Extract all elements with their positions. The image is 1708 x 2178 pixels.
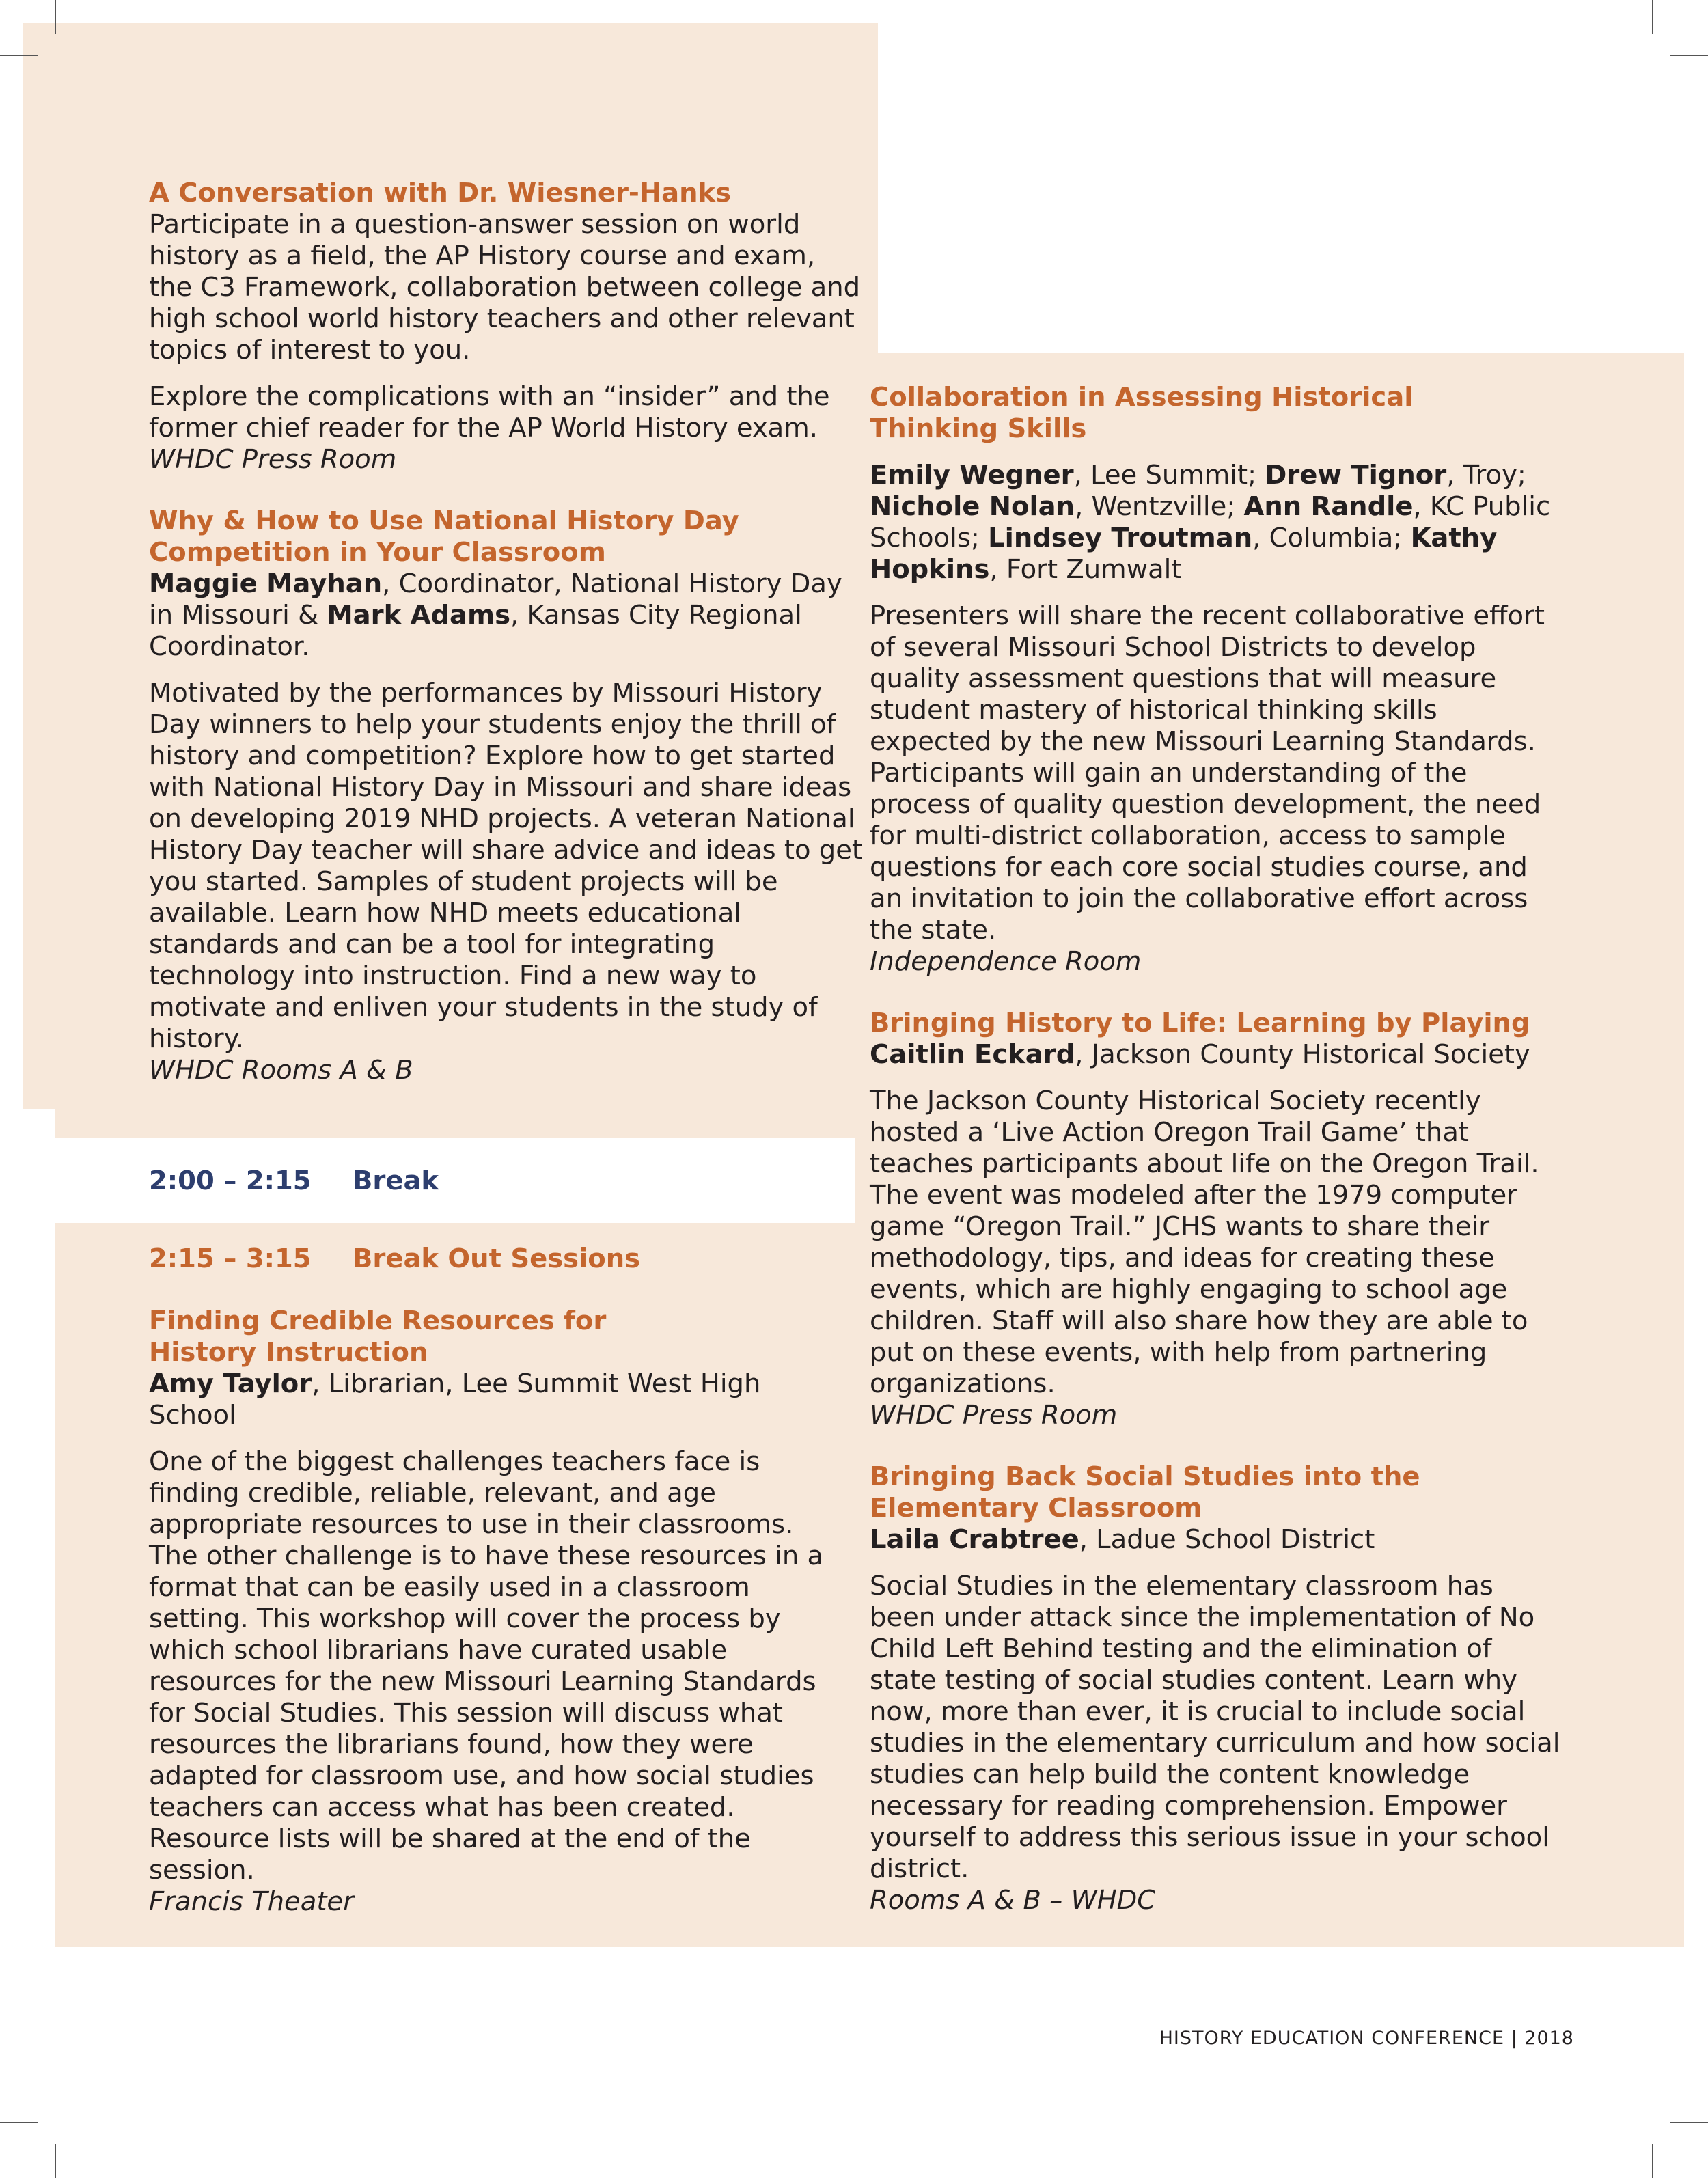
session-location: Independence Room [870, 946, 1142, 977]
crop-mark [0, 2122, 38, 2123]
session-title-line: Elementary Classroom [870, 1493, 1202, 1524]
session-title-line: Why & How to Use National History Day [149, 506, 739, 536]
crop-mark [1670, 2122, 1708, 2123]
session-title [870, 382, 1567, 445]
left-column-top [149, 178, 863, 1086]
presenter-affiliation: , Columbia; [1252, 523, 1411, 553]
session-title-line: Bringing Back Social Studies into the [870, 1461, 1420, 1492]
session-title [149, 506, 863, 568]
session-description: Presenters will share the recent collaborative effort of several Missouri School Districts to develop quality assessment questions that will measure student mastery of historical thinking skills expected by the new Missouri Learning Standards. Participants will gain an understanding of the process of quality question development, the need for multi-district collaboration, access to sample questions for each core social studies course, and an invitation to join the collaborative effort across the state. [870, 601, 1545, 946]
presenter-affiliation: , Librarian, Lee Summit West High School [149, 1368, 761, 1431]
presenter-affiliation: , Fort Zumwalt [989, 554, 1182, 585]
session-title [870, 1461, 1567, 1524]
presenter-name: Kathy Hopkins [870, 523, 1498, 585]
presenter-affiliation: , Jackson County Historical Society [1075, 1039, 1530, 1070]
session-description: Explore the complications with an “insider” and the former chief reader for the AP World History exam. [149, 381, 830, 443]
session-title: Bringing History to Life: Learning by Playing [870, 1008, 1530, 1038]
session-title [149, 1306, 839, 1368]
presenter-affiliation: , Coordinator, National History Day in Missouri & [149, 568, 842, 631]
session-location: WHDC Press Room [149, 444, 397, 475]
session-title-line: Competition in Your Classroom [149, 537, 606, 568]
session-presenters [149, 1368, 839, 1431]
session-location: Rooms A & B – WHDC [870, 1885, 1156, 1916]
session-title: A Conversation with Dr. Wiesner-Hanks [149, 178, 732, 208]
presenter-name: Caitlin Eckard [870, 1039, 1075, 1070]
session-location: Francis Theater [149, 1886, 354, 1917]
presenter-affiliation: , Ladue School District [1079, 1524, 1375, 1555]
session-title-line: Collaboration in Assessing Historical [870, 382, 1414, 413]
presenter-name: Amy Taylor [149, 1368, 312, 1399]
panel-left-top-extension [55, 1093, 855, 1138]
presenter-name: Laila Crabtree [870, 1524, 1079, 1555]
crop-mark [1652, 2144, 1653, 2178]
session-description: Social Studies in the elementary classroom has been under attack since the implementation of No Child Left Behind testing and the elimination of state testing of social studies content. Learn why now, more than ever, it is crucial to include social studies in the elementary curriculum and how social studies can help build the content knowledge necessary for reading comprehension. Empower yourself to address this serious issue in your school district. [870, 1571, 1560, 1884]
session-presenters [149, 568, 863, 663]
time-slot: 2:00 – 2:15 [149, 1166, 312, 1196]
session-description: Participate in a question-answer session on world history as a field, the AP History course and exam, the C3 Framework, collaboration between college and high school world history teachers and other relevant topics of interest to you. [149, 209, 861, 366]
presenter-name: Mark Adams [327, 600, 511, 631]
session-location: WHDC Rooms A & B [149, 1055, 413, 1086]
right-column [870, 382, 1567, 1916]
left-column-bottom [149, 1306, 839, 1918]
session-description: Motivated by the performances by Missouri History Day winners to help your students enjoy the thrill of history and competition? Explore how to get started with National History Day in Missouri and share ideas on developing 2019 NHD projects. A veteran National History Day teacher will share advice and ideas to get you started. Samples of student projects will be available. Learn how NHD meets educational standards and can be a tool for integrating technology into instruction. Find a new way to motivate and enliven your students in the study of history. [149, 678, 863, 1054]
session-title-line: History Instruction [149, 1337, 428, 1368]
presenter-affiliation: , Lee Summit; [1073, 460, 1265, 491]
slot-label: Break [353, 1166, 439, 1196]
crop-mark [55, 2144, 56, 2178]
crop-mark [1652, 0, 1653, 34]
crop-mark [1670, 55, 1708, 56]
session-title-line: Thinking Skills [870, 413, 1087, 444]
session-location: WHDC Press Room [870, 1400, 1118, 1431]
presenter-name: Emily Wegner [870, 460, 1074, 491]
presenter-affiliation: , KC Public Schools; [870, 491, 1551, 553]
session-description: The Jackson County Historical Society recently hosted a ‘Live Action Oregon Trail Game’ that teaches participants about life on the Oregon Trail. The event was modeled after the 1979 computer game “Oregon Trail.” JCHS wants to share their methodology, tips, and ideas for creating these events, which are highly engaging to school age children. Staff will also share how they are able to put on these events, with help from partnering organizations. [870, 1086, 1539, 1399]
crop-mark [0, 55, 38, 56]
presenter-name: Drew Tignor [1265, 460, 1447, 491]
session-description: One of the biggest challenges teachers face is finding credible, reliable, relevant, and age appropriate resources to use in their classrooms. The other challenge is to have these resources in a format that can be easily used in a classroom setting. This workshop will cover the process by which school librarians have curated usable resources for the new Missouri Learning Standards for Social Studies. This session will discuss what resources the librarians found, how they were adapted for classroom use, and how social studies teachers can access what has been created. Resource lists will be shared at the end of the session. [149, 1446, 824, 1886]
time-slot: 2:15 – 3:15 [149, 1243, 312, 1274]
presenter-affiliation: , Kansas City Regional Coordinator. [149, 600, 802, 662]
presenter-affiliation: , Wentzville; [1075, 491, 1244, 522]
presenter-name: Lindsey Troutman [988, 523, 1253, 553]
crop-mark [55, 0, 56, 34]
slot-label: Break Out Sessions [353, 1243, 641, 1274]
session-presenters [870, 1524, 1567, 1556]
presenter-name: Nichole Nolan [870, 491, 1075, 522]
session-presenters [870, 1039, 1567, 1071]
presenter-name: Ann Randle [1243, 491, 1414, 522]
session-title-line: Finding Credible Resources for [149, 1306, 607, 1336]
presenter-name: Maggie Mayhan [149, 568, 383, 599]
page-footer: HISTORY EDUCATION CONFERENCE | 2018 [1159, 2028, 1574, 2049]
session-presenters [870, 460, 1567, 585]
presenter-affiliation: , Troy; [1446, 460, 1526, 491]
